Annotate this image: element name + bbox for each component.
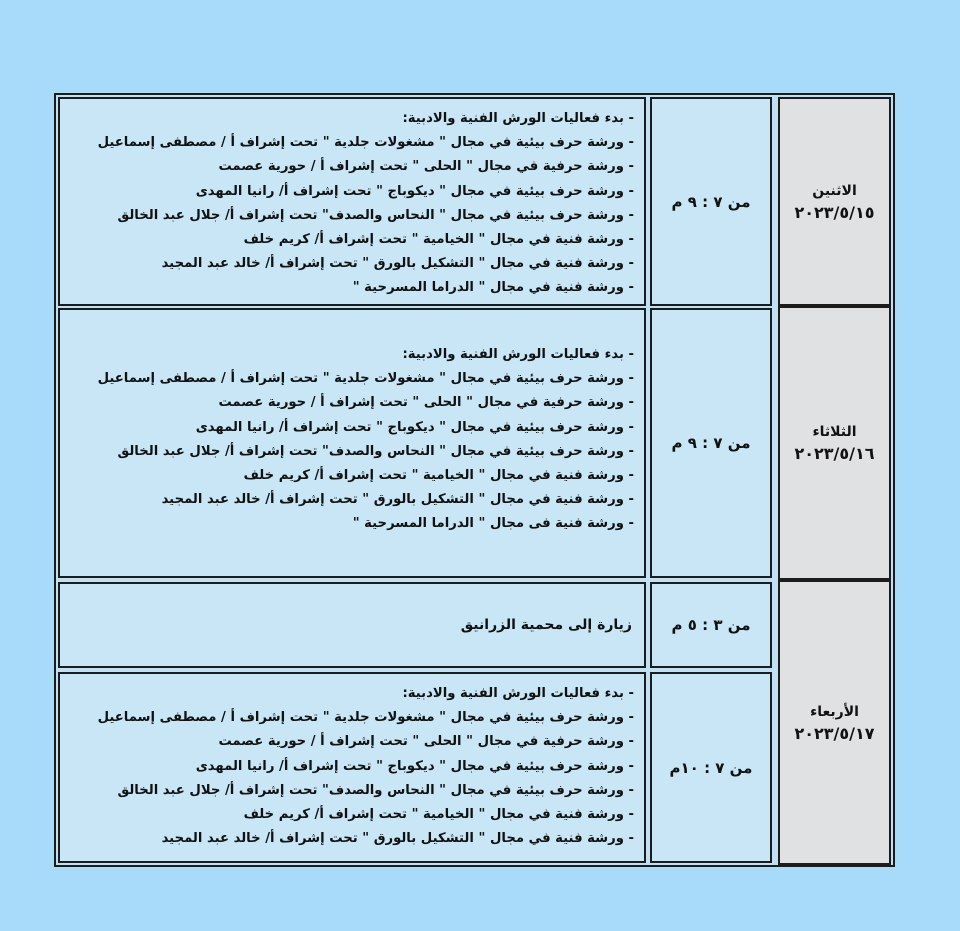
list-item: - ورشة فنية في مجال " التشكيل بالورق " تحت إشراف أ/ خالد عبد المجيد — [161, 256, 634, 272]
list-item: - ورشة حرفية في مجال " الحلى " تحت إشراف أ / حورية عصمت — [218, 159, 634, 175]
activities-list — [66, 343, 634, 537]
list-item: - ورشة حرف بيئية في مجال " النحاس والصدف" تحت إشراف أ/ جلال عبد الخالق — [117, 782, 634, 798]
list-item: - ورشة حرف بيئية في مجال " مشغولات جلدية " تحت إشراف أ / مصطفى إسماعيل — [97, 710, 634, 726]
activities-list — [66, 682, 634, 851]
list-item: - ورشة فنية في مجال " الخيامية " تحت إشراف أ/ كريم خلف — [243, 232, 634, 248]
activities-cell — [58, 97, 646, 306]
list-item: - ورشة فنية فى مجال " الدراما المسرحية " — [352, 516, 634, 532]
time-cell — [650, 672, 772, 863]
list-item: - ورشة فنية في مجال " الخيامية " تحت إشراف أ/ كريم خلف — [243, 807, 634, 823]
list-item: - بدء فعاليات الورش الفنية والادبية: — [402, 111, 634, 126]
list-item: - ورشة حرف بيئية في مجال " النحاس والصدف" تحت إشراف أ/ جلال عبد الخالق — [117, 443, 634, 459]
list-item: - ورشة فنية في مجال " الدراما المسرحية " — [352, 280, 634, 296]
list-item: - بدء فعاليات الورش الفنية والادبية: — [402, 347, 634, 362]
visit-text: زيارة إلى محمية الزرانيق — [460, 617, 632, 633]
visit-time-cell — [650, 582, 772, 668]
list-item: - ورشة حرف بيئية في مجال " ديكوباج " تحت إشراف أ/ رانيا المهدى — [195, 758, 634, 774]
day-label — [780, 421, 889, 465]
list-item: - ورشة فنية في مجال " التشكيل بالورق " تحت إشراف أ/ خالد عبد المجيد — [161, 492, 634, 508]
activities-list — [66, 107, 634, 301]
time-text: من ٧ : ١٠م — [669, 758, 753, 777]
day-cell-monday — [778, 97, 891, 306]
list-item: - بدء فعاليات الورش الفنية والادبية: — [402, 686, 634, 701]
day-date: ٢٠٢٣/٥/١٦ — [794, 444, 875, 463]
time-cell — [650, 97, 772, 306]
list-item: - ورشة حرف بيئية في مجال " مشغولات جلدية " تحت إشراف أ / مصطفى إسماعيل — [97, 135, 634, 151]
day-label — [780, 180, 889, 224]
list-item: - ورشة حرفية في مجال " الحلى " تحت إشراف أ / حورية عصمت — [218, 734, 634, 750]
list-item: - ورشة فنية في مجال " التشكيل بالورق " تحت إشراف أ/ خالد عبد المجيد — [161, 831, 634, 847]
time-text: من ٧ : ٩ م — [671, 192, 751, 211]
day-label — [780, 701, 889, 745]
day-cell-wednesday — [778, 580, 891, 865]
activities-cell — [58, 672, 646, 863]
schedule-table — [54, 93, 895, 867]
visit-time-text: من ٣ : ٥ م — [671, 616, 751, 634]
list-item: - ورشة فنية في مجال " الخيامية " تحت إشراف أ/ كريم خلف — [243, 468, 634, 484]
time-text: من ٧ : ٩ م — [671, 434, 751, 452]
day-name: الأربعاء — [810, 703, 859, 720]
day-date: ٢٠٢٣/٥/١٧ — [794, 723, 875, 743]
day-cell-tuesday — [778, 306, 891, 580]
time-cell — [650, 308, 772, 578]
day-name: الاثنين — [812, 182, 857, 199]
visit-cell — [58, 582, 646, 668]
activities-cell — [58, 308, 646, 578]
list-item: - ورشة حرفية في مجال " الحلى " تحت إشراف أ / حورية عصمت — [218, 395, 634, 411]
day-date: ٢٠٢٣/٥/١٥ — [794, 202, 875, 222]
day-name: الثلاثاء — [812, 424, 857, 440]
list-item: - ورشة حرف بيئية في مجال " ديكوباج " تحت إشراف أ/ رانيا المهدى — [195, 183, 634, 199]
list-item: - ورشة حرف بيئية في مجال " النحاس والصدف" تحت إشراف أ/ جلال عبد الخالق — [117, 207, 634, 223]
list-item: - ورشة حرف بيئية في مجال " مشغولات جلدية " تحت إشراف أ / مصطفى إسماعيل — [97, 371, 634, 387]
list-item: - ورشة حرف بيئية في مجال " ديكوباج " تحت إشراف أ/ رانيا المهدى — [195, 419, 634, 435]
